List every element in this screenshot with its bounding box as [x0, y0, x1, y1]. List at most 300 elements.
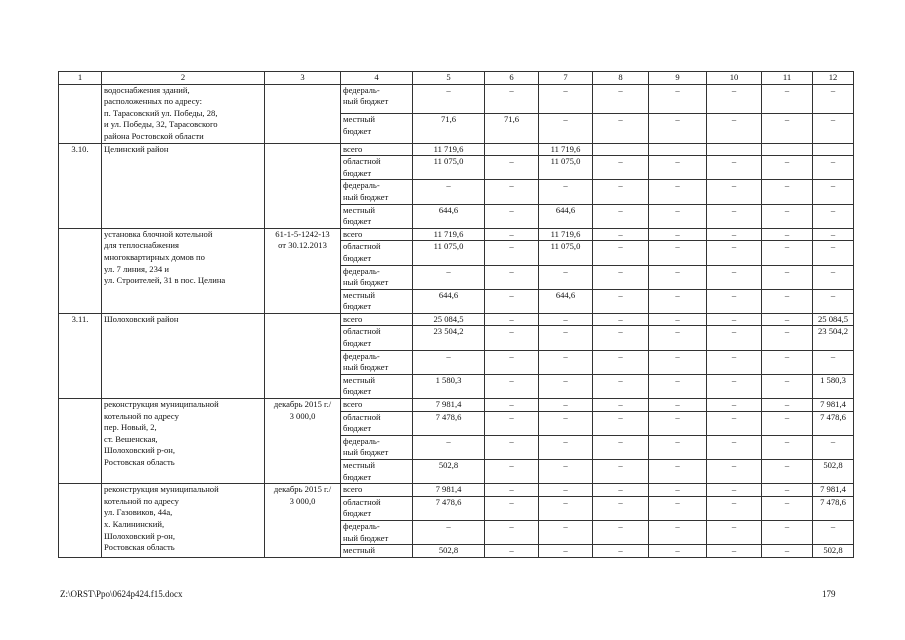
amount-cell: –: [593, 411, 649, 435]
amount-cell: –: [813, 204, 854, 228]
amount-cell: –: [649, 265, 707, 289]
item-document: [265, 399, 341, 484]
amount-cell: 71,6: [413, 114, 485, 143]
amount-cell: 644,6: [539, 289, 593, 313]
text-line: федераль-: [343, 435, 380, 446]
amount-cell: –: [539, 545, 593, 558]
amount-cell: –: [593, 545, 649, 558]
amount-cell: –: [707, 496, 762, 520]
amount-cell: –: [539, 460, 593, 484]
amount-cell: –: [485, 496, 539, 520]
amount-cell: 1 580,3: [813, 374, 854, 398]
amount-cell: 644,6: [539, 204, 593, 228]
amount-cell: 644,6: [413, 289, 485, 313]
amount-cell: –: [649, 545, 707, 558]
text-line: бюджет: [343, 252, 372, 263]
column-number: 6: [485, 72, 539, 85]
text-line: бюджет: [343, 301, 372, 312]
amount-cell: –: [762, 114, 813, 143]
amount-cell: –: [762, 265, 813, 289]
text-line: местный: [343, 545, 376, 556]
item-name: [102, 313, 265, 398]
amount-cell: [762, 143, 813, 156]
funding-source: [341, 204, 413, 228]
item-name: [102, 228, 265, 313]
amount-cell: 7 478,6: [413, 496, 485, 520]
amount-cell: –: [485, 241, 539, 265]
column-number: 7: [539, 72, 593, 85]
text-line: федераль-: [343, 180, 380, 191]
amount-cell: 25 084,5: [813, 313, 854, 326]
amount-cell: –: [485, 84, 539, 113]
funding-source: [341, 435, 413, 459]
amount-cell: –: [707, 545, 762, 558]
funding-source: [341, 496, 413, 520]
column-number: 1: [59, 72, 102, 85]
amount-cell: –: [539, 520, 593, 544]
amount-cell: 7 981,4: [413, 484, 485, 497]
amount-cell: –: [485, 265, 539, 289]
item-name: [102, 399, 265, 484]
amount-cell: –: [762, 180, 813, 204]
amount-cell: –: [593, 435, 649, 459]
amount-cell: –: [593, 241, 649, 265]
amount-cell: –: [813, 156, 854, 180]
footer-page-number: 179: [822, 589, 836, 599]
amount-cell: [485, 143, 539, 156]
text-line: областной: [343, 496, 381, 507]
item-number: [59, 84, 102, 143]
table-row: [59, 143, 854, 156]
text-line: Шолоховский р-он,: [104, 530, 176, 541]
amount-cell: –: [413, 265, 485, 289]
text-line: областной: [343, 156, 381, 167]
amount-cell: –: [485, 484, 539, 497]
amount-cell: –: [593, 460, 649, 484]
item-document: [265, 313, 341, 398]
amount-cell: 7 981,4: [413, 399, 485, 412]
budget-table: [58, 71, 854, 558]
amount-cell: –: [593, 180, 649, 204]
item-number: 3.10.: [59, 143, 102, 228]
amount-cell: –: [593, 520, 649, 544]
amount-cell: –: [485, 228, 539, 241]
table-row: [59, 399, 854, 412]
text-line: ный бюджет: [343, 96, 389, 107]
amount-cell: –: [707, 241, 762, 265]
amount-cell: –: [485, 411, 539, 435]
item-document: [265, 228, 341, 313]
amount-cell: –: [593, 204, 649, 228]
text-line: установка блочной котельной: [104, 228, 213, 239]
item-name: [102, 143, 265, 228]
amount-cell: –: [593, 289, 649, 313]
text-line: бюджет: [343, 338, 372, 349]
amount-cell: –: [539, 180, 593, 204]
amount-cell: –: [762, 228, 813, 241]
text-line: водоснабжения зданий,: [104, 84, 190, 95]
amount-cell: –: [649, 411, 707, 435]
text-line: пер. Новый, 2,: [104, 422, 157, 433]
amount-cell: –: [485, 156, 539, 180]
text-line: 3 000,0: [289, 495, 316, 506]
amount-cell: –: [593, 156, 649, 180]
text-line: реконструкция муниципальной: [104, 484, 219, 495]
amount-cell: –: [649, 435, 707, 459]
amount-cell: –: [762, 484, 813, 497]
funding-source: [341, 460, 413, 484]
amount-cell: –: [593, 374, 649, 398]
text-line: местный: [343, 114, 376, 125]
amount-cell: –: [485, 204, 539, 228]
amount-cell: –: [707, 180, 762, 204]
text-line: бюджет: [343, 471, 372, 482]
amount-cell: –: [762, 350, 813, 374]
text-line: 61-1-5-1242-13: [275, 228, 330, 239]
amount-cell: –: [539, 496, 593, 520]
amount-cell: –: [593, 114, 649, 143]
amount-cell: –: [813, 520, 854, 544]
text-line: ный бюджет: [343, 532, 389, 543]
amount-cell: 502,8: [413, 545, 485, 558]
amount-cell: –: [485, 520, 539, 544]
column-number-row: [59, 72, 854, 85]
amount-cell: –: [413, 435, 485, 459]
amount-cell: –: [707, 289, 762, 313]
amount-cell: –: [762, 326, 813, 350]
amount-cell: –: [539, 411, 593, 435]
column-number: 11: [762, 72, 813, 85]
item-document: [265, 84, 341, 143]
amount-cell: –: [539, 326, 593, 350]
amount-cell: 11 719,6: [413, 228, 485, 241]
text-line: от 30.12.2013: [278, 240, 327, 251]
amount-cell: –: [707, 435, 762, 459]
text-line: района Ростовской области: [104, 130, 204, 141]
amount-cell: 502,8: [413, 460, 485, 484]
text-line: местный: [343, 204, 376, 215]
amount-cell: [813, 143, 854, 156]
text-line: федераль-: [343, 265, 380, 276]
amount-cell: –: [593, 313, 649, 326]
amount-cell: –: [762, 156, 813, 180]
text-line: ный бюджет: [343, 362, 389, 373]
amount-cell: –: [762, 84, 813, 113]
amount-cell: 7 981,4: [813, 399, 854, 412]
item-name: [102, 84, 265, 143]
amount-cell: –: [539, 399, 593, 412]
text-line: ный бюджет: [343, 277, 389, 288]
amount-cell: 502,8: [813, 545, 854, 558]
amount-cell: –: [593, 84, 649, 113]
amount-cell: 11 719,6: [539, 228, 593, 241]
amount-cell: –: [593, 228, 649, 241]
text-line: декабрь 2015 г./: [273, 484, 332, 495]
amount-cell: –: [813, 228, 854, 241]
funding-source: [341, 484, 413, 497]
text-line: бюджет: [343, 216, 372, 227]
text-line: расположенных по адресу:: [104, 96, 202, 107]
amount-cell: 11 075,0: [413, 241, 485, 265]
funding-source: [341, 399, 413, 412]
amount-cell: –: [649, 484, 707, 497]
amount-cell: –: [762, 374, 813, 398]
amount-cell: –: [539, 313, 593, 326]
item-number: 3.11.: [59, 313, 102, 398]
amount-cell: –: [413, 350, 485, 374]
funding-source: [341, 326, 413, 350]
amount-cell: –: [707, 484, 762, 497]
amount-cell: –: [649, 241, 707, 265]
amount-cell: –: [707, 399, 762, 412]
amount-cell: –: [539, 84, 593, 113]
amount-cell: –: [485, 374, 539, 398]
amount-cell: –: [649, 350, 707, 374]
text-line: бюджет: [343, 386, 372, 397]
text-line: местный: [343, 289, 376, 300]
amount-cell: –: [649, 399, 707, 412]
column-number: 5: [413, 72, 485, 85]
column-number: 9: [649, 72, 707, 85]
amount-cell: –: [485, 435, 539, 459]
amount-cell: 11 075,0: [539, 241, 593, 265]
amount-cell: 11 075,0: [539, 156, 593, 180]
amount-cell: –: [707, 326, 762, 350]
amount-cell: –: [649, 520, 707, 544]
text-line: областной: [343, 411, 381, 422]
amount-cell: 502,8: [813, 460, 854, 484]
text-line: всего: [343, 228, 363, 239]
text-line: котельной по адресу: [104, 410, 179, 421]
amount-cell: –: [813, 265, 854, 289]
amount-cell: 7 478,6: [813, 411, 854, 435]
amount-cell: –: [649, 84, 707, 113]
amount-cell: –: [649, 156, 707, 180]
table-row: [59, 313, 854, 326]
amount-cell: –: [485, 350, 539, 374]
amount-cell: 7 478,6: [413, 411, 485, 435]
amount-cell: –: [593, 326, 649, 350]
table-row: [59, 484, 854, 497]
amount-cell: 25 084,5: [413, 313, 485, 326]
funding-source: [341, 84, 413, 113]
funding-source: [341, 313, 413, 326]
amount-cell: –: [649, 313, 707, 326]
text-line: местный: [343, 374, 376, 385]
amount-cell: –: [707, 460, 762, 484]
funding-source: [341, 520, 413, 544]
amount-cell: –: [762, 435, 813, 459]
amount-cell: 7 478,6: [813, 496, 854, 520]
text-line: ный бюджет: [343, 191, 389, 202]
amount-cell: –: [707, 156, 762, 180]
text-line: местный: [343, 460, 376, 470]
text-line: ул. 7 линия, 234 и: [104, 263, 169, 274]
item-number: [59, 228, 102, 313]
amount-cell: –: [762, 545, 813, 558]
amount-cell: –: [593, 496, 649, 520]
text-line: котельной по адресу: [104, 495, 179, 506]
amount-cell: –: [593, 484, 649, 497]
text-line: федераль-: [343, 520, 380, 531]
amount-cell: –: [813, 114, 854, 143]
text-line: бюджет: [343, 508, 372, 519]
text-line: Шолоховский район: [104, 313, 179, 324]
funding-source: [341, 289, 413, 313]
column-number: 12: [813, 72, 854, 85]
amount-cell: –: [813, 241, 854, 265]
amount-cell: 11 719,6: [539, 143, 593, 156]
item-number: [59, 399, 102, 484]
amount-cell: –: [707, 374, 762, 398]
item-document: [265, 143, 341, 228]
amount-cell: –: [813, 350, 854, 374]
amount-cell: [707, 143, 762, 156]
text-line: реконструкция муниципальной: [104, 399, 219, 410]
amount-cell: –: [485, 289, 539, 313]
amount-cell: –: [762, 204, 813, 228]
funding-source: [341, 350, 413, 374]
text-line: федераль-: [343, 350, 380, 361]
text-line: областной: [343, 326, 381, 337]
amount-cell: –: [539, 484, 593, 497]
text-line: всего: [343, 399, 363, 410]
amount-cell: –: [707, 520, 762, 544]
text-line: всего: [343, 143, 363, 154]
amount-cell: –: [649, 374, 707, 398]
amount-cell: 71,6: [485, 114, 539, 143]
funding-source: [341, 241, 413, 265]
table-row: [59, 84, 854, 113]
amount-cell: –: [813, 84, 854, 113]
amount-cell: –: [707, 114, 762, 143]
text-line: и ул. Победы, 32, Тарасовского: [104, 119, 218, 130]
amount-cell: –: [485, 326, 539, 350]
text-line: бюджет: [343, 125, 372, 136]
amount-cell: –: [649, 460, 707, 484]
amount-cell: –: [413, 520, 485, 544]
amount-cell: –: [413, 180, 485, 204]
amount-cell: 1 580,3: [413, 374, 485, 398]
column-number: 4: [341, 72, 413, 85]
column-number: 8: [593, 72, 649, 85]
amount-cell: –: [593, 350, 649, 374]
amount-cell: –: [649, 326, 707, 350]
funding-source: [341, 114, 413, 143]
text-line: бюджет: [343, 167, 372, 178]
text-line: всего: [343, 313, 363, 324]
amount-cell: –: [539, 435, 593, 459]
amount-cell: 7 981,4: [813, 484, 854, 497]
text-line: многоквартирных домов по: [104, 251, 205, 262]
amount-cell: 644,6: [413, 204, 485, 228]
amount-cell: –: [649, 228, 707, 241]
funding-source: [341, 156, 413, 180]
text-line: ул. Газовиков, 44а,: [104, 507, 173, 518]
item-number: [59, 484, 102, 558]
amount-cell: 23 504,2: [413, 326, 485, 350]
amount-cell: –: [539, 374, 593, 398]
text-line: ул. Строителей, 31 в пос. Целина: [104, 275, 226, 286]
column-number: 3: [265, 72, 341, 85]
amount-cell: –: [762, 496, 813, 520]
text-line: ст. Вешенская,: [104, 433, 158, 444]
amount-cell: –: [762, 411, 813, 435]
amount-cell: –: [485, 180, 539, 204]
amount-cell: –: [707, 228, 762, 241]
column-number: 10: [707, 72, 762, 85]
amount-cell: [593, 143, 649, 156]
text-line: для теплоснабжения: [104, 240, 179, 251]
amount-cell: [649, 143, 707, 156]
funding-source: [341, 374, 413, 398]
amount-cell: 11 719,6: [413, 143, 485, 156]
amount-cell: –: [762, 241, 813, 265]
funding-source: [341, 143, 413, 156]
amount-cell: –: [707, 84, 762, 113]
amount-cell: –: [762, 313, 813, 326]
amount-cell: –: [707, 313, 762, 326]
amount-cell: –: [762, 399, 813, 412]
amount-cell: –: [762, 289, 813, 313]
amount-cell: –: [539, 114, 593, 143]
amount-cell: –: [485, 460, 539, 484]
amount-cell: –: [762, 460, 813, 484]
amount-cell: –: [485, 313, 539, 326]
amount-cell: –: [539, 350, 593, 374]
text-line: ный бюджет: [343, 447, 389, 458]
amount-cell: –: [813, 289, 854, 313]
amount-cell: –: [593, 265, 649, 289]
text-line: 3 000,0: [289, 410, 316, 421]
text-line: х. Калининский,: [104, 518, 165, 529]
amount-cell: –: [707, 411, 762, 435]
text-line: Ростовская область: [104, 457, 175, 467]
funding-source: [341, 545, 413, 558]
amount-cell: –: [707, 265, 762, 289]
amount-cell: –: [649, 496, 707, 520]
text-line: всего: [343, 484, 363, 495]
amount-cell: –: [649, 114, 707, 143]
table-row: [59, 228, 854, 241]
amount-cell: –: [649, 289, 707, 313]
footer-file-path: Z:\ORST\Ppo\0624p424.f15.docx: [60, 589, 183, 599]
text-line: областной: [343, 241, 381, 252]
text-line: декабрь 2015 г./: [273, 399, 332, 410]
amount-cell: –: [762, 520, 813, 544]
amount-cell: –: [485, 545, 539, 558]
amount-cell: –: [539, 265, 593, 289]
text-line: Шолоховский р-он,: [104, 445, 176, 456]
amount-cell: –: [813, 435, 854, 459]
column-number: 2: [102, 72, 265, 85]
funding-source: [341, 265, 413, 289]
amount-cell: –: [649, 180, 707, 204]
amount-cell: –: [707, 350, 762, 374]
amount-cell: –: [485, 399, 539, 412]
text-line: бюджет: [343, 423, 372, 434]
amount-cell: 11 075,0: [413, 156, 485, 180]
text-line: Целинский район: [104, 143, 169, 154]
amount-cell: –: [813, 180, 854, 204]
amount-cell: –: [413, 84, 485, 113]
text-line: федераль-: [343, 84, 380, 95]
text-line: Ростовская область: [104, 542, 175, 553]
item-document: [265, 484, 341, 558]
amount-cell: –: [649, 204, 707, 228]
funding-source: [341, 180, 413, 204]
amount-cell: 23 504,2: [813, 326, 854, 350]
